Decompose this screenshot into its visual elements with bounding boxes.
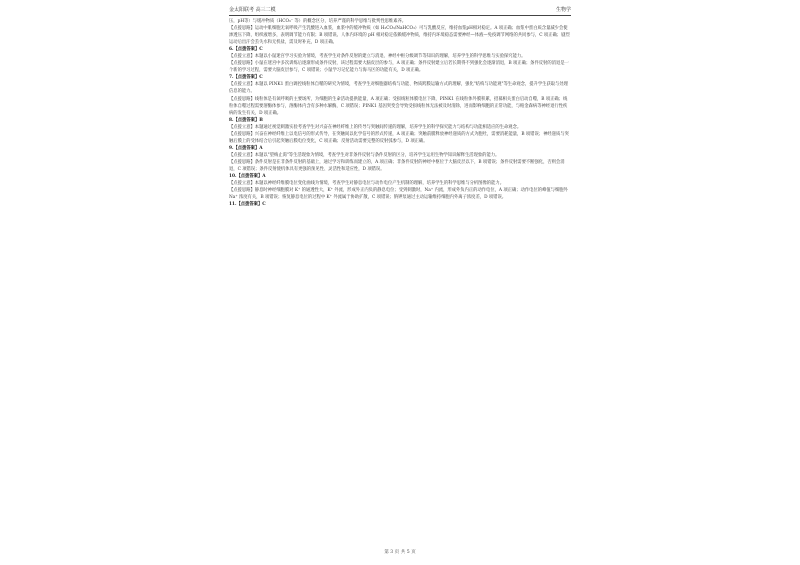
- document-page: [225, 2, 575, 560]
- explanation-paragraph: 【点拨思路】小鼠在迷宫中多次训练后逐渐形成条件反射，该过程需要大脑皮层的参与，A 项正确；条件反射建立后若长期得不到强化会逐渐消退，B 项正确；条件反射的消退是一个新的学习过程，需要大脑皮层参与，C 项错误；小鼠学习记忆能力与海马区的功能有关，D 项正确。: [229, 61, 569, 74]
- answer-line: 11.【点拨答案】C: [229, 202, 266, 208]
- answer-line: 10.【点拨答案】A: [229, 174, 266, 180]
- explanation-paragraph: 【点拨立意】本题通过视觉刺激实验考查学生对兴奋在神经纤维上的传导与突触间传递的理解，培养学生的科学探究能力与结构与功能相适应的生命观念。: [229, 124, 522, 130]
- explanation-paragraph: 【点拨思路】线粒体是有氧呼吸的主要场所，为细胞的生命活动提供能量，A 项正确；受损线粒体膜电位下降，PINK1 在线粒体外膜积累，招募相关蛋白启动自噬，B 项正确；线粒体自噬过程需要溶酶体参与，溶酶体内含有多种水解酶，C 项错误；PINK1 基因突变会导致受损线粒体无法被及时清除，进而影响细胞的正常功能，与帕金森病等神经退行性疾病的发生有关，D 项正确。: [229, 96, 568, 116]
- page-footer: 第 3 页 共 5 页: [384, 550, 416, 555]
- explanation-paragraph: 【点拨思路】运动中肌细胞无氧呼吸产生乳酸进入血浆，血浆中的缓冲物质（如 H₂CO₃/NaHCO₃）可与乳酸反应，维持血浆pH相对稳定。A 项正确；血浆中蛋白质含量减少会使渗透压下降，组织液增多，表明调节能力有限；B 项错误。人体内环境的 pH 相对稳定依赖缓冲物质，维持内环境稳态需要神经—体液—免疫调节网络的共同参与，C 项正确；剧烈运动后出汗会丢失水和无机盐，需及时补充，D 项正确。: [229, 26, 570, 46]
- answer-line: 6.【点拨答案】C: [229, 47, 263, 53]
- explanation-paragraph: 压，pH等）与缓冲物质（HCO₃⁻ 等）的概念区分，培养严谨的科学思维与批判性思维素养。: [229, 19, 407, 24]
- explanation-paragraph: 【点拨立意】本题以 PINK1 蛋白调控线粒体自噬的研究为情境，考查学生对细胞器结构与功能、物质跨膜运输方式的理解，强化"结构与功能观"等生命观念，提升学生获取与处理信息的能力。: [229, 82, 568, 95]
- answer-explanation-body: [229, 18, 571, 543]
- explanation-paragraph: 【点拨立意】本题以"望梅止渴"等生活现象为情境，考查学生对非条件反射与条件反射的区分，培养学生运用生物学知识解释生活现象的能力。: [229, 152, 500, 158]
- explanation-paragraph: 【点拨立意】本题以小鼠迷宫学习实验为情境，考查学生对条件反射的建立与消退、神经中枢分级调节等知识的理解，培养学生的科学思维与实验探究能力。: [229, 54, 526, 60]
- explanation-paragraph: 【点拨思路】静息时神经细胞膜对 K⁺ 的通透性大，K⁺ 外流，形成外正内负的静息电位；受到刺激时，Na⁺ 内流，形成外负内正的动作电位，A 项正确；动作电位的峰值与细胞外 Na⁺ 浓度有关，B 项错误；恢复静息电位的过程中 K⁺ 外流属于协助扩散，C 项错误；钠钾泵通过主动运输维持细胞内外离子浓度差，D 项错误。: [229, 188, 568, 201]
- header-exam-title: 金太阳联考 高三二模: [229, 7, 276, 13]
- explanation-paragraph: 【点拨立意】本题以神经纤维膜电位变化曲线为情境，考查学生对静息电位与动作电位产生机制的理解，培养学生的科学思维与分析图像的能力。: [229, 181, 504, 187]
- answer-line: 9.【点拨答案】A: [229, 145, 263, 151]
- explanation-paragraph: 【点拨思路】兴奋在神经纤维上以电信号的形式传导，在突触间以化学信号的形式传递，A 项正确；突触前膜释放神经递质的方式为胞吐，需要消耗能量，B 项错误；神经递质与突触后膜上的受体结合后引起突触后膜电位变化，C 项正确；反射活动需要完整的反射弧参与，D 项正确。: [229, 131, 569, 144]
- answer-line: 8.【点拨答案】B: [229, 117, 263, 123]
- explanation-paragraph: 【点拨思路】条件反射是在非条件反射的基础上，通过学习和训练而建立的，A 项正确；非条件反射的神经中枢位于大脑皮层以下，B 项错误；条件反射需要不断强化，否则会消退，C 项错误；条件反射使机体具有更强的预见性、灵活性和适应性，D 项错误。: [229, 159, 565, 172]
- answer-line: 7.【点拨答案】C: [229, 75, 263, 81]
- page-header: [229, 4, 571, 16]
- header-subject: 生物学: [555, 7, 571, 13]
